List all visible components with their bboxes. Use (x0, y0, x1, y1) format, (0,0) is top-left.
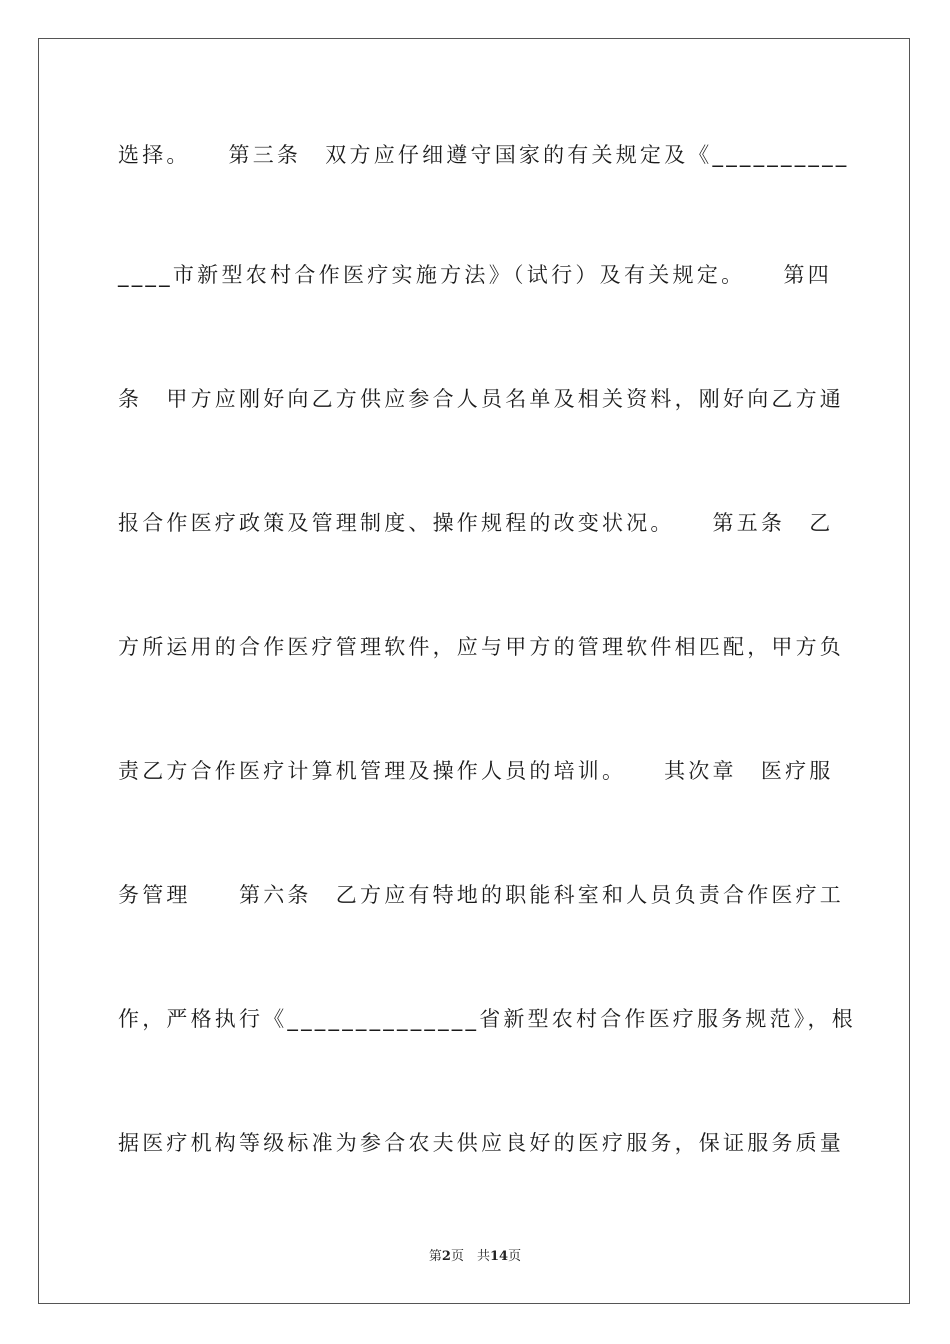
footer-page-suffix: 页 (450, 1249, 464, 1264)
body-line-3: 条 甲方应刚好向乙方供应参合人员名单及相关资料，刚好向乙方通 (118, 387, 844, 411)
footer-page-number: 2 (441, 1249, 451, 1264)
body-line-9: 据医疗机构等级标准为参合农夫供应良好的医疗服务，保证服务质量 (118, 1131, 844, 1155)
body-line-4: 报合作医疗政策及管理制度、操作规程的改变状况。 第五条 乙 (118, 511, 834, 535)
footer-page-prefix: 第 (428, 1249, 442, 1264)
body-line-2: ____市新型农村合作医疗实施方法》（试行）及有关规定。 第四 (118, 263, 832, 287)
body-line-8: 作，严格执行《______________省新型农村合作医疗服务规范》，根 (118, 1007, 856, 1031)
page-frame (38, 38, 910, 1304)
footer-total-prefix: 共 (476, 1249, 490, 1264)
footer-gap (464, 1249, 477, 1264)
body-line-1: 选择。 第三条 双方应仔细遵守国家的有关规定及《__________ (118, 143, 850, 167)
footer-total-suffix: 页 (508, 1249, 522, 1264)
body-line-5: 方所运用的合作医疗管理软件，应与甲方的管理软件相匹配，甲方负 (118, 635, 844, 659)
body-line-6: 责乙方合作医疗计算机管理及操作人员的培训。 其次章 医疗服 (118, 759, 834, 783)
body-line-7: 务管理 第六条 乙方应有特地的职能科室和人员负责合作医疗工 (118, 883, 844, 907)
footer-total-pages: 14 (490, 1249, 509, 1264)
page-footer (0, 1248, 950, 1266)
